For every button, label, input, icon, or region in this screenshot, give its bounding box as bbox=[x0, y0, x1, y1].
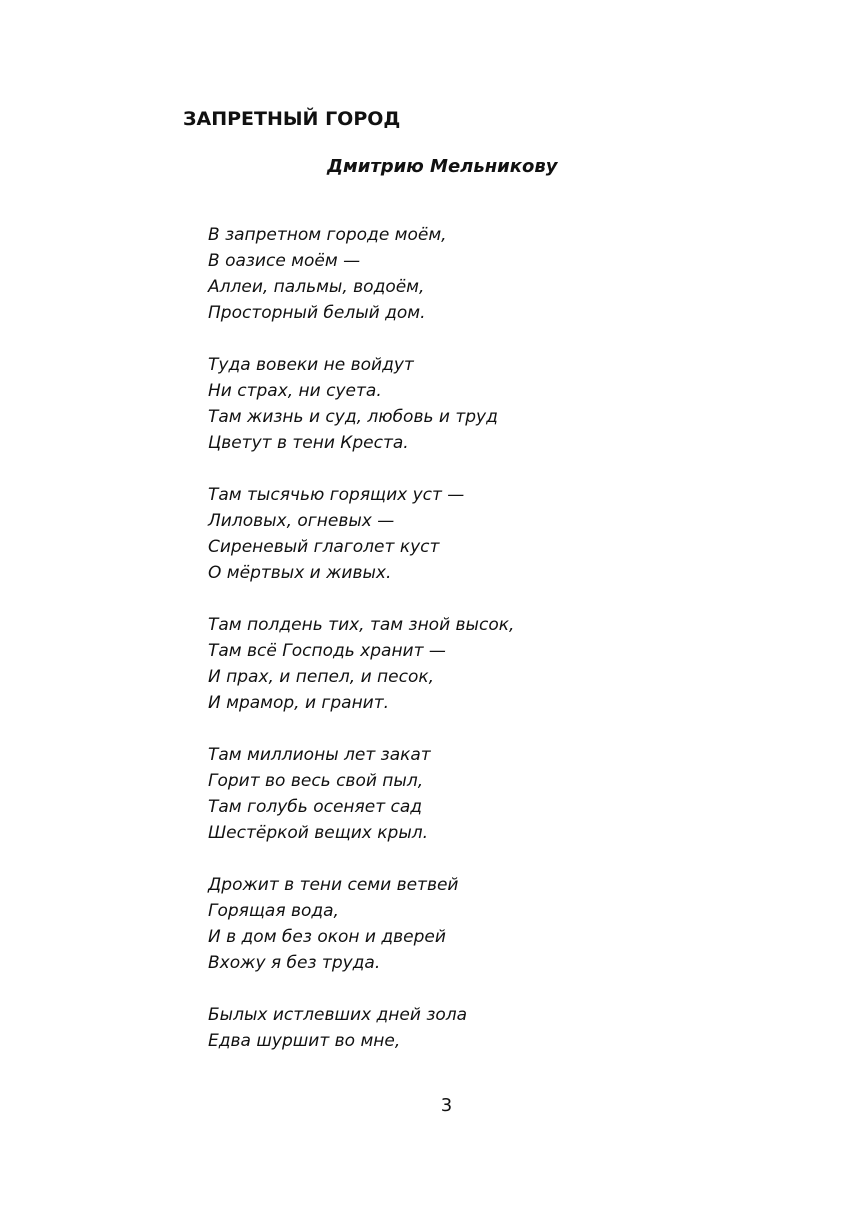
poem-line: И в дом без окон и дверей bbox=[208, 927, 446, 947]
poem-line: И мрамор, и гранит. bbox=[208, 693, 390, 713]
poem-line: Туда вовеки не войдут bbox=[208, 355, 414, 375]
stanza bbox=[208, 1002, 514, 1054]
poem-line: О мёртвых и живых. bbox=[208, 563, 392, 583]
poem-title: ЗАПРЕТНЫЙ ГОРОД bbox=[183, 108, 401, 130]
poem-line: И прах, и пепел, и песок, bbox=[208, 667, 435, 687]
poem-line: Там тысячью горящих уст — bbox=[208, 485, 465, 505]
stanza bbox=[208, 482, 514, 586]
poem-line: Просторный белый дом. bbox=[208, 303, 426, 323]
stanza bbox=[208, 872, 514, 976]
stanza bbox=[208, 352, 514, 456]
poem-dedication: Дмитрию Мельникову bbox=[327, 156, 558, 177]
page-number: 3 bbox=[440, 1095, 453, 1116]
poem-line: Горящая вода, bbox=[208, 901, 339, 921]
stanza bbox=[208, 222, 514, 326]
poem-line: Шестёркой вещих крыл. bbox=[208, 823, 429, 843]
poem-line: Там жизнь и суд, любовь и труд bbox=[208, 407, 498, 427]
poem-line: В запретном городе моём, bbox=[208, 225, 447, 245]
poem-line: Былых истлевших дней зола bbox=[208, 1005, 468, 1025]
stanza bbox=[208, 742, 514, 846]
poem-line: Там миллионы лет закат bbox=[208, 745, 431, 765]
poem-line: Там всё Господь хранит — bbox=[208, 641, 446, 661]
poem-line: Лиловых, огневых — bbox=[208, 511, 395, 531]
poem-line: Сиреневый глаголет куст bbox=[208, 537, 440, 557]
poem-line: Горит во весь свой пыл, bbox=[208, 771, 424, 791]
poem-line: Едва шуршит во мне, bbox=[208, 1031, 401, 1051]
poem-line: Там голубь осеняет сад bbox=[208, 797, 423, 817]
poem-line: В оазисе моём — bbox=[208, 251, 361, 271]
stanza bbox=[208, 612, 514, 716]
poem-line: Цветут в тени Креста. bbox=[208, 433, 409, 453]
poem-line: Дрожит в тени семи ветвей bbox=[208, 875, 459, 895]
poem-line: Аллеи, пальмы, водоём, bbox=[208, 277, 425, 297]
poem-body bbox=[208, 222, 514, 1080]
poem-line: Ни страх, ни суета. bbox=[208, 381, 382, 401]
poem-line: Там полдень тих, там зной высок, bbox=[208, 615, 515, 635]
poem-line: Вхожу я без труда. bbox=[208, 953, 381, 973]
